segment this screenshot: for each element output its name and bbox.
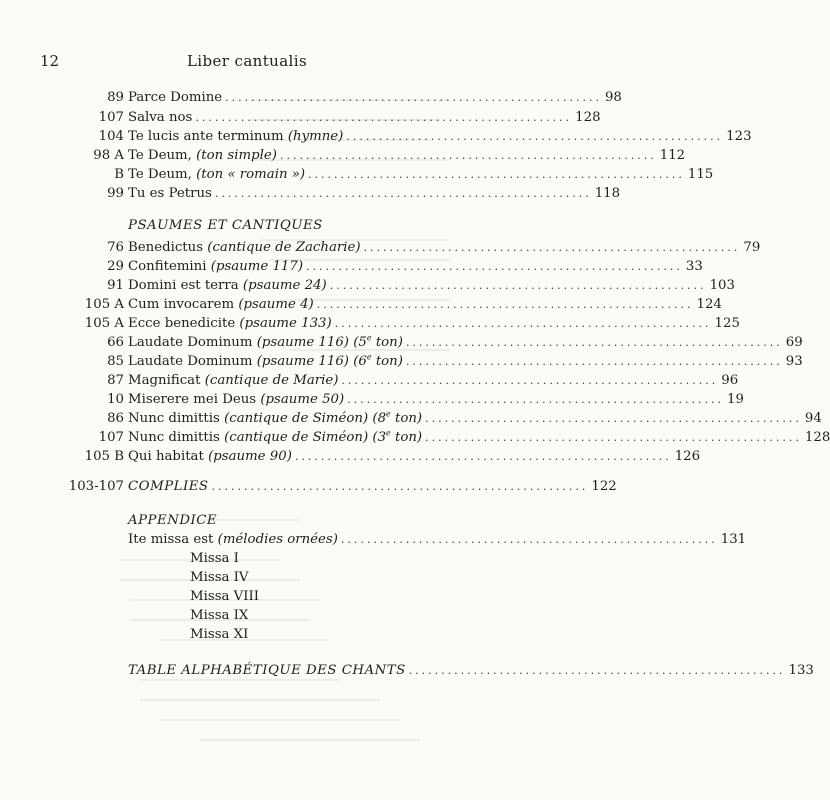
leader-dots: .......................................................... (316, 298, 694, 311)
entry-number: 99 (107, 186, 124, 201)
entry-number: 76 (107, 240, 124, 255)
entry-number: 29 (107, 259, 124, 274)
section-title: APPENDICE (128, 513, 218, 528)
toc-entry (40, 295, 722, 315)
entry-title: Laudate Dominum (psaume 116) (5e ton) (128, 333, 403, 350)
entry-page: 103 (709, 278, 735, 293)
toc-entry (40, 333, 803, 353)
leader-dots: .......................................................... (405, 355, 783, 368)
entry-number: 105 A (84, 297, 124, 312)
entry-title: Nunc dimittis (cantique de Siméon) (3e ton) (128, 428, 423, 445)
missa-title: Missa VIII (190, 589, 260, 604)
entry-number: 104 (98, 129, 124, 144)
leader-dots: .......................................................... (408, 664, 786, 677)
entry-number: 10 (107, 392, 124, 407)
entry-title: Ecce benedicite (psaume 133) (128, 316, 332, 331)
entry-page: 133 (788, 663, 814, 678)
entry-page: 115 (687, 167, 714, 182)
leader-dots: .......................................................... (214, 187, 592, 200)
toc-entry (40, 661, 814, 681)
entry-page: 79 (743, 240, 761, 255)
missa-title: Missa XI (190, 627, 249, 642)
entry-note: (psaume 50) (260, 392, 345, 407)
entry-title: Qui habitat (psaume 90) (128, 449, 292, 464)
toc-entry (40, 409, 822, 429)
list-item (40, 587, 472, 607)
entry-title: Magnificat (cantique de Marie) (128, 373, 339, 388)
entry-title: Domini est terra (psaume 24) (128, 278, 327, 293)
entry-number: 66 (107, 335, 124, 350)
entry-number: 87 (107, 373, 124, 388)
leader-dots: .......................................................... (211, 480, 589, 493)
entry-note: (psaume 133) (239, 316, 332, 331)
entry-note: (psaume 4) (238, 297, 314, 312)
entry-title: Te lucis ante terminum (hymne) (128, 129, 344, 144)
entry-number: 107 (98, 430, 124, 445)
entry-title: Cum invocarem (psaume 4) (128, 297, 314, 312)
leader-dots: .......................................................... (225, 91, 602, 104)
entry-title: Benedictus (cantique de Zacharie) (128, 240, 361, 255)
entry-page: 126 (674, 449, 701, 464)
entry-number: 89 (107, 90, 124, 105)
entry-number: 98 A (93, 148, 124, 163)
entry-page: 98 (604, 90, 622, 105)
leader-dots: .......................................................... (347, 393, 724, 406)
toc-entry (40, 146, 686, 166)
missa-title: Missa IV (190, 570, 249, 585)
entry-title: COMPLIES (128, 479, 209, 494)
toc-entry (40, 276, 735, 296)
entry-title: Ite missa est (mélodies ornées) (128, 532, 338, 547)
entry-note: (ton « romain ») (196, 167, 306, 182)
entry-page: 69 (785, 335, 803, 350)
leader-dots: .......................................................... (363, 241, 741, 254)
toc-entry (40, 184, 621, 204)
toc-entry (40, 127, 752, 147)
leader-dots: .......................................................... (329, 279, 707, 292)
toc-entry (40, 352, 803, 372)
entry-title: Te Deum, (ton « romain ») (128, 167, 306, 182)
leader-dots: .......................................................... (340, 533, 718, 546)
entry-note: (psaume 90) (208, 449, 292, 464)
entry-number: 85 (107, 354, 124, 369)
entry-page: 19 (727, 392, 744, 407)
entry-note: (ton simple) (196, 148, 277, 163)
toc-entry (40, 88, 622, 108)
leader-dots: .......................................................... (294, 450, 672, 463)
toc-entry (40, 314, 740, 334)
entry-note: (cantique de Siméon) (8e ton) (224, 409, 423, 426)
toc-entry (40, 108, 601, 128)
entry-page: 33 (685, 259, 703, 274)
leader-dots: .......................................................... (306, 260, 683, 273)
entry-page: 125 (714, 316, 740, 331)
entry-title: Te Deum, (ton simple) (128, 148, 277, 163)
leader-dots: .......................................................... (195, 111, 573, 124)
entry-page: 94 (804, 411, 822, 426)
entry-note: (psaume 117) (210, 259, 304, 274)
entry-page: 122 (591, 479, 617, 494)
list-item (40, 625, 472, 645)
leader-dots: .......................................................... (346, 130, 724, 143)
leader-dots: .......................................................... (334, 317, 712, 330)
entry-note: (cantique de Marie) (204, 373, 339, 388)
entry-note: (mélodies ornées) (217, 532, 338, 547)
section-heading (40, 511, 472, 531)
leader-dots: .......................................................... (425, 431, 802, 444)
entry-number: 105 B (84, 449, 124, 464)
section-heading (40, 216, 472, 236)
toc-entry (40, 165, 714, 185)
toc-entry (40, 371, 739, 391)
toc-entry (40, 477, 617, 497)
entry-note: (cantique de Siméon) (3e ton) (224, 428, 423, 445)
list-item (40, 606, 472, 626)
entry-number: 103-107 (68, 479, 124, 494)
list-item (40, 568, 472, 588)
page-number: 12 (40, 52, 60, 70)
book-title: Liber cantualis (186, 52, 308, 70)
leader-dots: .......................................................... (341, 374, 719, 387)
entry-page: 96 (721, 373, 739, 388)
entry-page: 118 (594, 186, 621, 201)
toc-entry (40, 257, 703, 277)
entry-note: (hymne) (287, 129, 344, 144)
section-title: PSAUMES ET CANTIQUES (128, 218, 323, 233)
toc-entry (40, 390, 744, 410)
leader-dots: .......................................................... (279, 149, 657, 162)
entry-page: 93 (785, 354, 803, 369)
entry-title: TABLE ALPHABÉTIQUE DES CHANTS (128, 663, 406, 678)
entry-note: (psaume 24) (242, 278, 327, 293)
list-item (40, 549, 472, 569)
entry-title: Parce Domine (128, 90, 223, 105)
toc-entry (40, 530, 747, 550)
entry-note: (psaume 116) (5e ton) (256, 333, 403, 350)
entry-title: Tu es Petrus (128, 186, 212, 201)
toc-entry (40, 428, 830, 448)
entry-page: 131 (720, 532, 747, 547)
entry-number: B (114, 167, 124, 182)
entry-title: Nunc dimittis (cantique de Siméon) (8e ton) (128, 409, 423, 426)
entry-number: 107 (98, 110, 124, 125)
toc-entry (40, 447, 701, 467)
entry-title: Confitemini (psaume 117) (128, 259, 304, 274)
entry-note: (cantique de Zacharie) (207, 240, 361, 255)
entry-title: Miserere mei Deus (psaume 50) (128, 392, 345, 407)
leader-dots: .......................................................... (425, 412, 802, 425)
entry-page: 124 (696, 297, 722, 312)
entry-number: 105 A (84, 316, 124, 331)
entry-page: 112 (659, 148, 686, 163)
missa-title: Missa I (190, 551, 239, 566)
entry-page: 123 (726, 129, 752, 144)
leader-dots: .......................................................... (308, 168, 685, 181)
toc-entry (40, 238, 761, 258)
missa-title: Missa IX (190, 608, 249, 623)
leader-dots: .......................................................... (405, 336, 783, 349)
entry-number: 86 (107, 411, 124, 426)
entry-note: (psaume 116) (6e ton) (256, 352, 403, 369)
entry-page: 128 (575, 110, 601, 125)
entry-title: Salva nos (128, 110, 193, 125)
running-header (40, 52, 454, 76)
entry-number: 91 (107, 278, 124, 293)
entry-title: Laudate Dominum (psaume 116) (6e ton) (128, 352, 403, 369)
entry-page: 128 (804, 430, 830, 445)
